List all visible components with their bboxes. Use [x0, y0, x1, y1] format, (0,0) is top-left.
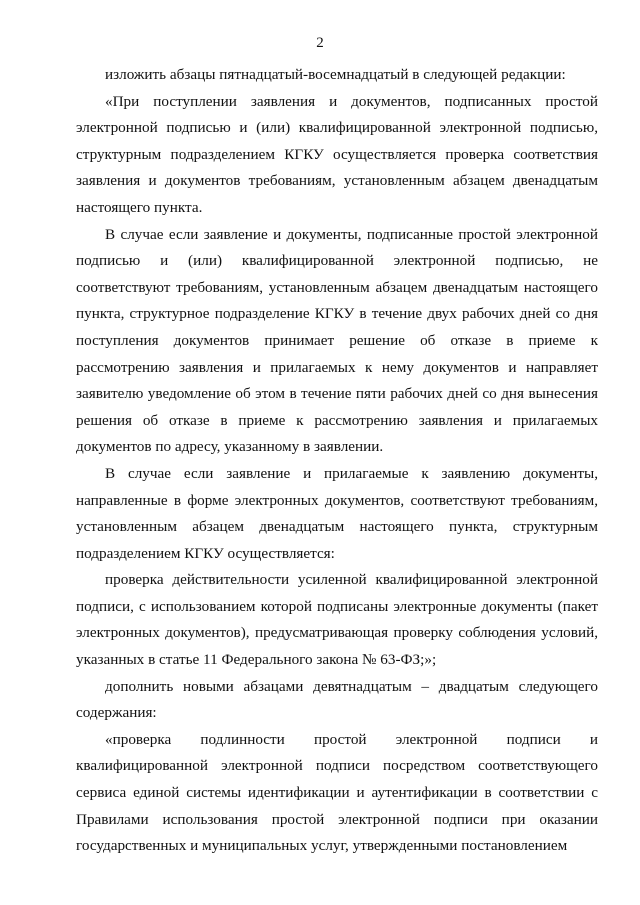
- paragraph-add-new: дополнить новыми абзацами девятнадцатым – двадцатым следующего содержания:: [76, 677, 598, 722]
- paragraph-submission-check: «При поступлении заявления и документов, подписанных простой электронной подписью и (или) квалифицированной электронной подписью, структурным подразделением КГКУ осуществляется проверка соответствия заявления и документов требованиям, установленным абзацем двенадцатым настоящего пункта.: [76, 92, 598, 216]
- page-number: 2: [316, 35, 324, 51]
- paragraph-amend-intro: изложить абзацы пятнадцатый-восемнадцатый в следующей редакции:: [105, 66, 566, 83]
- paragraph-compliance: В случае если заявление и прилагаемые к заявлению документы, направленные в форме электронных документов, соответствуют требованиям, установленным абзацем двенадцатым настоящего пункта, структурным подразделением КГКУ осуществляется:: [76, 464, 598, 562]
- paragraph-signature-validity: проверка действительности усиленной квалифицированной электронной подписи, с использованием которой подписаны электронные документы (пакет электронных документов), предусматривающая проверку соблюдения условий, указанных в статье 11 Федерального закона № 63-ФЗ;»;: [76, 571, 598, 669]
- paragraph-authenticity-check: «проверка подлинности простой электронной подписи и квалифицированной электронной подписи посредством соответствующего сервиса единой системы идентификации и аутентификации в соответствии с Правилами использования простой электронной подписи при оказании государственных и муниципальных услуг, утвержденными постановлением: [76, 730, 598, 855]
- document-body: [76, 62, 598, 860]
- paragraph-refusal: В случае если заявление и документы, подписанные простой электронной подписью и (или) квалифицированной электронной подписью, не соответствуют требованиям, установленным абзацем двенадцатым настоящего пункта, структурное подразделение КГКУ в течение двух рабочих дней со дня поступления документов принимает решение об отказе в приеме к рассмотрению заявления и прилагаемых к нему документов и направляет заявителю уведомление об этом в течение пяти рабочих дней со дня вынесения решения об отказе в приеме к рассмотрению заявления и прилагаемых документов по адресу, указанному в заявлении.: [76, 225, 598, 456]
